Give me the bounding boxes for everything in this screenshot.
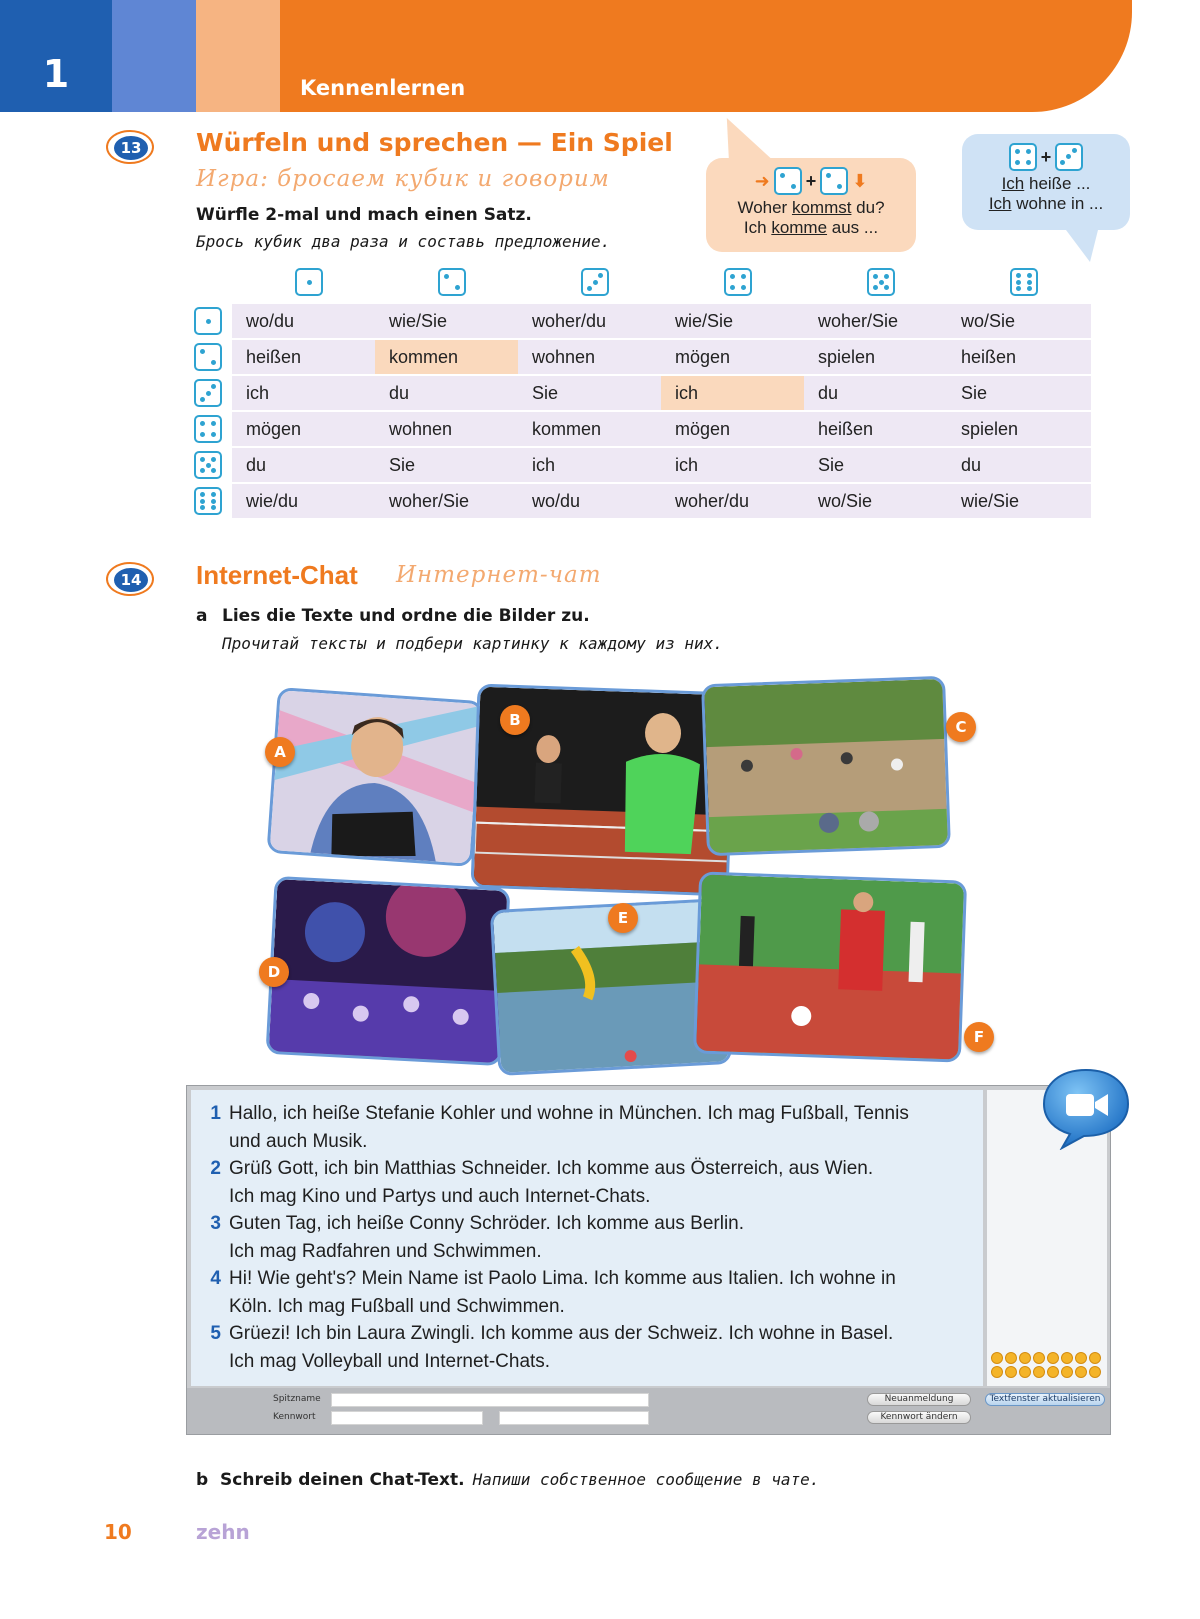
emoji-icon[interactable]: [1033, 1366, 1045, 1378]
dice-table-cell: kommen: [518, 412, 662, 446]
dice-table-row: [192, 412, 1130, 446]
dice-table-cell: du: [804, 376, 948, 410]
ex13-instruction-de: Würfle 2-mal und mach einen Satz.: [196, 205, 532, 225]
dice-combination: +: [962, 140, 1130, 174]
photo-label-a: A: [265, 737, 295, 767]
dice-table-cell: kommen: [375, 340, 519, 374]
photo-f-football: [693, 871, 967, 1062]
dice-table-row: [192, 484, 1130, 518]
ex14-part-a-de: Lies die Texte und ordne die Bilder zu.: [222, 606, 590, 626]
bubble-line-1: Woher kommst du?: [737, 198, 885, 217]
dice-table-cell: ich: [518, 448, 662, 482]
chapter-title: Kennenlernen: [300, 76, 466, 100]
photo-label-b: B: [500, 705, 530, 735]
video-camera-icon: [1040, 1066, 1132, 1150]
ex14-title-de: Internet-Chat: [196, 560, 358, 590]
emoji-icon[interactable]: [1019, 1352, 1031, 1364]
register-button[interactable]: Neuanmeldung: [867, 1393, 971, 1406]
emoji-icon[interactable]: [1061, 1352, 1073, 1364]
nickname-label: Spitzname: [273, 1394, 321, 1404]
dice-table-cell: ich: [661, 376, 805, 410]
dice-table-row: [192, 448, 1130, 482]
chat-message: 5 Grüezi! Ich bin Laura Zwingli. Ich komme aus der Schweiz. Ich wohne in Basel. Ich mag Volleyball und Internet-Chats.: [210, 1323, 894, 1372]
dice-3-icon: [194, 379, 222, 407]
password-input[interactable]: [331, 1411, 483, 1425]
arrow-right-icon: ➜: [754, 170, 770, 192]
chat-window: [186, 1085, 1111, 1435]
emoji-icon[interactable]: [991, 1366, 1003, 1378]
dice-table-cell: mögen: [661, 340, 805, 374]
dice-table-cell: woher/Sie: [375, 484, 519, 518]
emoji-icon[interactable]: [1061, 1366, 1073, 1378]
dice-table-cell: wo/Sie: [947, 304, 1091, 338]
dice-6-icon: [1010, 268, 1038, 296]
emoji-icon[interactable]: [1019, 1366, 1031, 1378]
dice-6-icon: [194, 487, 222, 515]
photo-label-e: E: [608, 903, 638, 933]
emoji-icon[interactable]: [991, 1352, 1003, 1364]
dice-table-cell: Sie: [518, 376, 662, 410]
dice-icon: [774, 167, 802, 195]
dice-icon: [1055, 143, 1083, 171]
emoji-icon[interactable]: [1089, 1366, 1101, 1378]
dice-table-cell: heißen: [232, 340, 376, 374]
dice-2-icon: [194, 343, 222, 371]
dice-4-icon: [724, 268, 752, 296]
speech-bubble-answer: [962, 134, 1130, 230]
dice-table-cell: du: [947, 448, 1091, 482]
chat-message-pane[interactable]: [191, 1090, 983, 1386]
chat-message: 3 Guten Tag, ich heiße Conny Schröder. Ich komme aus Berlin. Ich mag Radfahren und Schwimmen.: [210, 1213, 745, 1262]
dice-table-cell: Sie: [804, 448, 948, 482]
dice-table-cell: ich: [661, 448, 805, 482]
emoji-icon[interactable]: [1075, 1352, 1087, 1364]
ex14-part-a-ru: Прочитай тексты и подбери картинку к каждому из них.: [222, 634, 723, 653]
dice-table-cell: heißen: [947, 340, 1091, 374]
dice-3-icon: [581, 268, 609, 296]
dice-table-cell: woher/du: [661, 484, 805, 518]
dice-table-cell: wo/du: [518, 484, 662, 518]
emoji-icon[interactable]: [1075, 1366, 1087, 1378]
dice-table-cell: heißen: [804, 412, 948, 446]
dice-5-icon: [867, 268, 895, 296]
photo-c-park: [701, 676, 951, 856]
chat-message: 2 Grüß Gott, ich bin Matthias Schneider. Ich komme aus Österreich, aus Wien. Ich mag Kino und Partys und auch Internet-Chats.: [210, 1158, 874, 1207]
dice-table-cell: wie/du: [232, 484, 376, 518]
chat-message: 1 Hallo, ich heiße Stefanie Kohler und wohne in München. Ich mag Fußball, Tennis und auch Musik.: [210, 1103, 909, 1152]
photo-a-boy-laptop: [266, 687, 483, 867]
emoji-icon[interactable]: [1005, 1366, 1017, 1378]
dice-icon: [1009, 143, 1037, 171]
dice-table-row: [192, 304, 1130, 338]
dice-table-cell: du: [375, 376, 519, 410]
dice-2-icon: [438, 268, 466, 296]
dice-table-cell: mögen: [661, 412, 805, 446]
emoji-picker[interactable]: [991, 1352, 1103, 1378]
dice-table-cell: du: [232, 448, 376, 482]
photo-d-concert: [266, 876, 511, 1066]
dice-table-header: [240, 266, 1130, 302]
dice-icon: [820, 167, 848, 195]
chapter-number: 1: [42, 52, 70, 96]
dice-table-cell: wo/du: [232, 304, 376, 338]
dice-table-row: [192, 340, 1130, 374]
photo-label-f: F: [964, 1022, 994, 1052]
dice-table-cell: Sie: [947, 376, 1091, 410]
bubble-line-2: Ich komme aus ...: [743, 218, 879, 237]
dice-table-cell: wie/Sie: [661, 304, 805, 338]
photo-label-d: D: [259, 957, 289, 987]
ex14-part-b: b Schreib deinen Chat-Text. Напиши собственное сообщение в чате.: [196, 1470, 820, 1490]
dice-table-cell: wohnen: [375, 412, 519, 446]
password-label: Kennwort: [273, 1412, 316, 1422]
dice-table-row: [192, 376, 1130, 410]
chapter-header: [0, 0, 1132, 112]
change-password-button[interactable]: Kennwort ändern: [867, 1411, 971, 1424]
refresh-button[interactable]: Textfenster aktualisieren: [985, 1393, 1105, 1406]
exercise-13-badge: 13: [106, 130, 154, 164]
emoji-icon[interactable]: [1033, 1352, 1045, 1364]
emoji-icon[interactable]: [1089, 1352, 1101, 1364]
dice-1-icon: [194, 307, 222, 335]
dice-4-icon: [194, 415, 222, 443]
dice-table-cell: woher/Sie: [804, 304, 948, 338]
page-number-word: zehn: [196, 1520, 250, 1544]
password-confirm-input[interactable]: [499, 1411, 649, 1425]
dice-5-icon: [194, 451, 222, 479]
dice-table-cell: woher/du: [518, 304, 662, 338]
dice-table-cell: wie/Sie: [947, 484, 1091, 518]
photo-label-c: C: [946, 712, 976, 742]
dice-table-cell: wohnen: [518, 340, 662, 374]
dice-table-cell: wie/Sie: [375, 304, 519, 338]
ex14-part-a-letter: a: [196, 606, 208, 626]
dice-1-icon: [295, 268, 323, 296]
emoji-icon[interactable]: [1005, 1352, 1017, 1364]
chat-message: 4 Hi! Wie geht's? Mein Name ist Paolo Lima. Ich komme aus Italien. Ich wohne in Köln. Ich mag Fußball und Schwimmen.: [210, 1268, 896, 1317]
nickname-input[interactable]: [331, 1393, 649, 1407]
dice-table-cell: mögen: [232, 412, 376, 446]
ex13-title-ru: Игра: бросаем кубик и говорим: [196, 166, 610, 192]
bubble-line-1: Ich heiße ...: [1001, 174, 1091, 193]
bubble-line-2: Ich wohne in ...: [988, 194, 1104, 213]
dice-table-cell: Sie: [375, 448, 519, 482]
dice-table-cell: ich: [232, 376, 376, 410]
emoji-icon[interactable]: [1047, 1366, 1059, 1378]
page-number: 10: [104, 1520, 132, 1544]
exercise-14-badge: 14: [106, 562, 154, 596]
chat-login-bar: [187, 1388, 1110, 1434]
ex14-title-ru: Интернет-чат: [396, 562, 602, 588]
ex13-title-de: Würfeln und sprechen — Ein Spiel: [196, 128, 673, 157]
arrow-down-icon: ⬇: [852, 170, 868, 192]
emoji-icon[interactable]: [1047, 1352, 1059, 1364]
speech-bubble-question: [706, 158, 916, 252]
ex13-instruction-ru: Брось кубик два раза и составь предложение.: [196, 232, 611, 251]
dice-combination: ➜ + ⬇: [706, 164, 916, 198]
dice-table-cell: wo/Sie: [804, 484, 948, 518]
dice-table-cell: spielen: [804, 340, 948, 374]
dice-table-cell: spielen: [947, 412, 1091, 446]
